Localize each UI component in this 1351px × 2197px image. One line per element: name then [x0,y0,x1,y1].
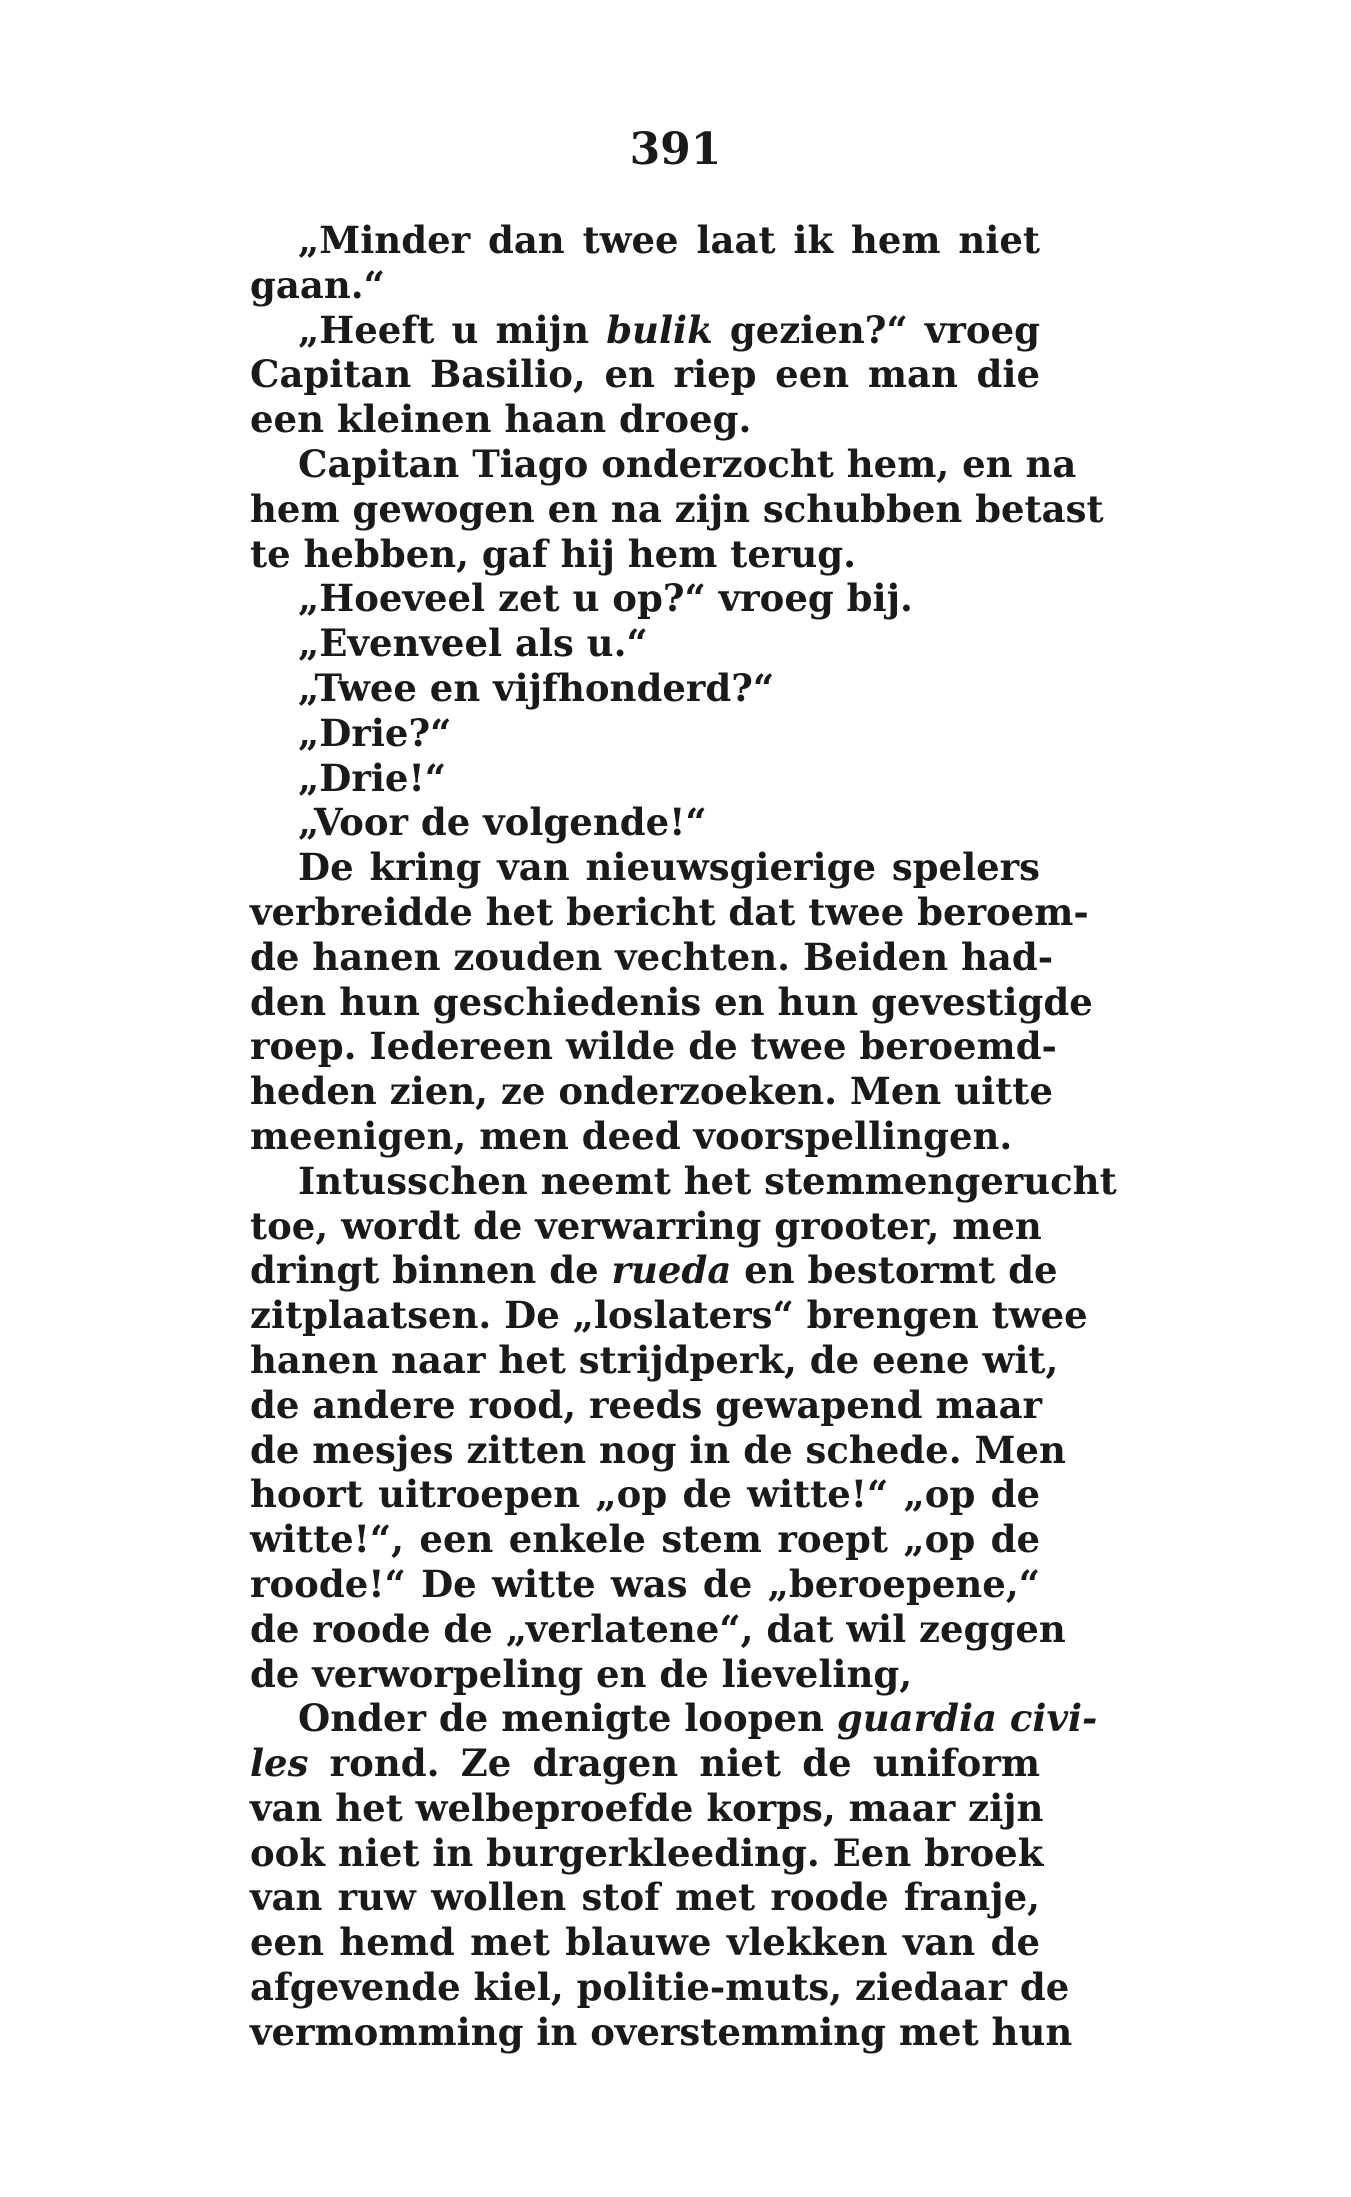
text-span: de andere rood, reeds gewapend maar [250,1382,1043,1427]
italic-text: guardia civi- [836,1696,1098,1741]
text-line [250,845,1040,890]
text-line [250,756,1040,801]
text-line [250,979,1093,1025]
text-span: hanen naar het strijdperk, de eene wit, [250,1337,1059,1382]
text-line [250,1069,1053,1114]
text-line [250,1158,1117,1204]
text-line [250,711,1040,756]
text-span: de roode de „verlatene“, dat wil zeggen [250,1606,1066,1651]
text-span: een kleinen haan droeg. [250,397,752,442]
text-span: Intusschen neemt het stemmengerucht [298,1158,1117,1203]
text-line [250,889,1089,935]
text-span: verbreidde het bericht dat twee beroem- [250,889,1089,934]
text-line [250,218,1040,263]
text-span: hem gewogen en na zijn schubben betast [250,486,1104,531]
text-span: „Twee en vijfhonderd?“ [298,665,775,710]
text-span: de mesjes zitten nog in de schede. Men [250,1427,1066,1472]
text-line [250,1696,1098,1741]
italic-text: les [250,1741,309,1786]
text-line [250,1785,1044,1831]
text-span: rond. Ze dragen niet de uniform [308,1741,1040,1786]
text-span: dringt binnen de [250,1248,612,1293]
text-line [250,1248,1058,1293]
text-span: en bestormt de [731,1248,1058,1293]
text-line [250,1024,1057,1069]
italic-text: rueda [611,1248,732,1293]
text-line [250,1293,1088,1338]
text-line [250,1114,1040,1159]
text-line [250,441,1077,487]
text-span: heden zien, ze onderzoeken. Men uitte [250,1069,1053,1114]
text-span: Onder de menigte loopen [298,1696,837,1741]
text-line [250,532,1040,577]
text-line [250,1382,1043,1428]
text-line [250,1427,1066,1473]
text-span: „Evenveel als u.“ [298,621,648,666]
text-line [250,1741,1040,1786]
text-line [250,486,1104,532]
text-span: hoort uitroepen „op de witte!“ „op de [250,1472,1040,1517]
text-line [250,621,1040,666]
page-number: 391 [629,124,722,175]
text-line [250,1652,1040,1697]
text-span: De kring van nieuwsgierige spelers [298,845,1040,890]
text-line [250,1517,1040,1562]
text-span: vermomming in overstemming met hun [250,2009,1073,2054]
text-line [250,1606,1066,1652]
text-line [250,666,1040,711]
text-span: ook niet in burgerkleeding. Een broek [250,1830,1044,1875]
text-line [250,352,1040,397]
text-span: de hanen zouden vechten. Beiden had- [250,934,1054,979]
text-line [250,308,1040,353]
text-line [250,800,1040,845]
body-text [250,218,1117,2055]
text-line [250,576,1040,621]
text-span: „Minder dan twee laat ik hem niet [298,218,1040,262]
text-span: de verworpeling en de lieveling, [250,1651,913,1696]
text-span: van het welbeproefde korps, maar zijn [250,1785,1044,1830]
text-line [250,1562,1040,1607]
text-line [250,1875,1040,1920]
text-line [250,1204,1040,1249]
text-span: roep. Iedereen wilde de twee beroemd- [250,1024,1057,1069]
text-span: Capitan Tiago onderzocht hem, en na [298,441,1077,486]
text-span: van ruw wollen stof met roode franje, [250,1875,1040,1920]
text-span: meenigen, men deed voorspellingen. [250,1113,1013,1158]
text-span: toe, wordt de verwarring grooter, men [250,1203,1042,1248]
text-line [250,263,1040,308]
text-span: gezien?“ vroeg [712,307,1040,352]
text-line [250,1920,1040,1965]
text-line [250,397,1040,442]
text-line [250,1830,1044,1876]
text-span: een hemd met blauwe vlekken van de [250,1920,1040,1965]
text-span: te hebben, gaf hij hem terug. [250,531,857,576]
text-span: afgevende kiel, politie-muts, ziedaar de [250,1965,1070,2010]
text-line [250,1472,1040,1517]
text-span: gaan.“ [250,262,385,307]
text-span: „Drie?“ [298,710,452,755]
text-span: Capitan Basilio, en riep een man die [250,352,1040,397]
text-span: „Drie!“ [298,755,446,800]
text-span: „Voor de volgende!“ [298,800,707,845]
text-line [250,934,1054,980]
text-span: den hun geschiedenis en hun gevestigde [250,979,1093,1024]
text-line [250,2009,1073,2055]
text-span: „Hoeveel zet u op?“ vroeg bij. [298,576,913,621]
text-line [250,1337,1059,1383]
text-span: roode!“ De witte was de „beroepene,“ [250,1561,1040,1606]
text-span: „Heeft u mijn [298,307,607,352]
italic-text: bulik [606,307,713,352]
text-span: zitplaatsen. De „loslaters“ brengen twee [250,1293,1088,1338]
text-line [250,1965,1070,2010]
text-span: witte!“, een enkele stem roept „op de [250,1517,1040,1562]
